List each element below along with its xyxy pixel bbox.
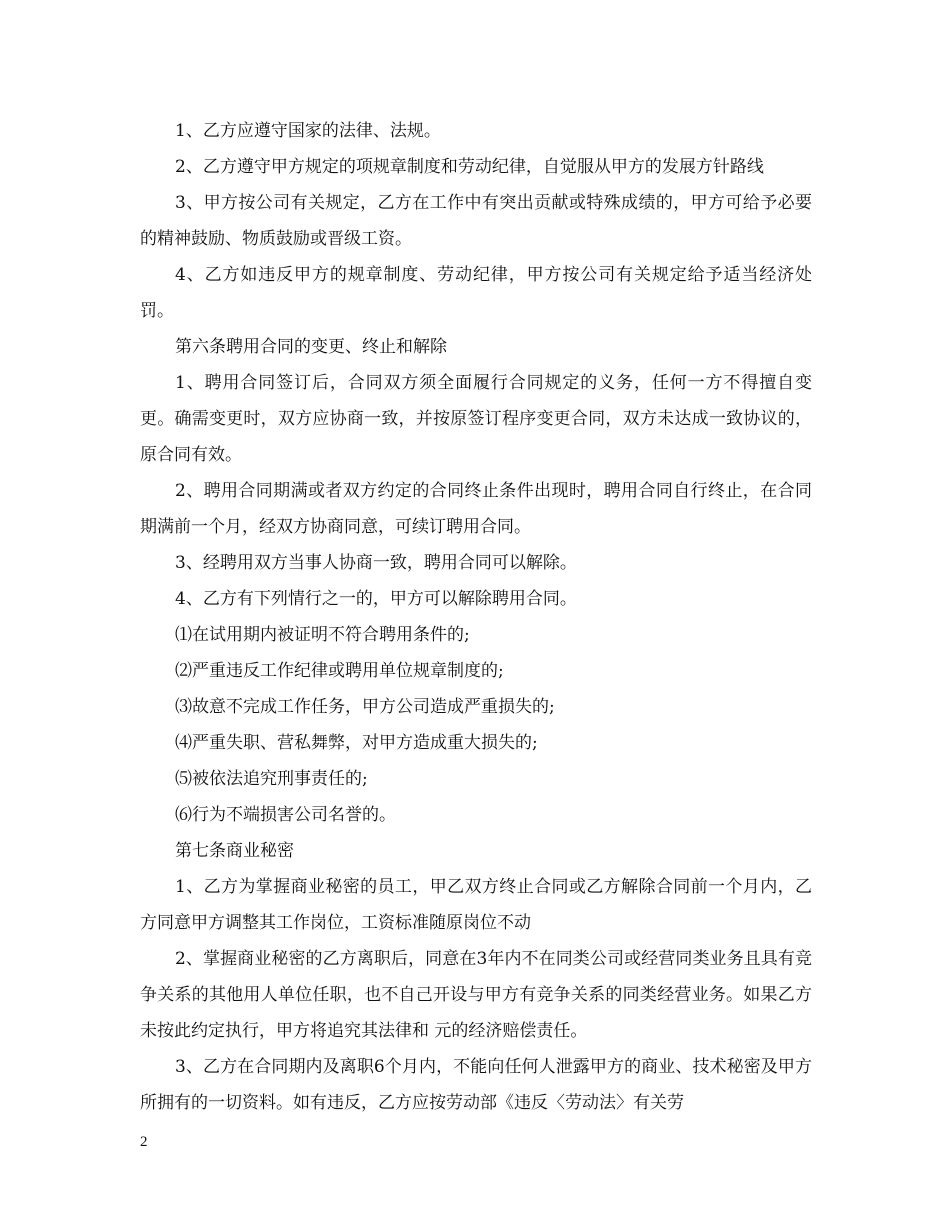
paragraph-2: 2、乙方遵守甲方规定的项规章制度和劳动纪律，自觉服从甲方的发展方针路线 [175,157,764,177]
list-item-4: ⑷严重失职、营私舞弊，对甲方造成重大损失的; [175,733,538,753]
paragraph-19: 3、乙方在合同期内及离职6个月内，不能向任何人泄露甲方的商业、技术秘密及甲方所拥有的一切资料。如有违反，乙方应按劳动部《违反〈劳动法〉有关劳 [140,1057,812,1113]
paragraph-4: 4、乙方如违反甲方的规章制度、劳动纪律，甲方按公司有关规定给予适当经济处罚。 [140,265,812,321]
list-item-6: ⑹行为不端损害公司名誉的。 [175,805,396,825]
paragraph-9: 4、乙方有下列情行之一的，甲方可以解除聘用合同。 [175,589,577,609]
paragraph-18: 2、掌握商业秘密的乙方离职后，同意在3年内不在同类公司或经营同类业务且具有竞争关系的其他用人单位任职，也不自己开设与甲方有竞争关系的同类经营业务。如果乙方未按此约定执行，甲方将追究其法律和 元的经济赔偿责任。 [140,949,812,1041]
section-heading-article-6: 第六条聘用合同的变更、终止和解除 [175,337,447,357]
list-item-5: ⑸被依法追究刑事责任的; [175,769,368,789]
paragraph-8: 3、经聘用双方当事人协商一致，聘用合同可以解除。 [175,553,577,573]
paragraph-1: 1、乙方应遵守国家的法律、法规。 [175,121,441,141]
paragraph-7: 2、聘用合同期满或者双方约定的合同终止条件出现时，聘用合同自行终止，在合同期满前一个月，经双方协商同意，可续订聘用合同。 [140,481,812,537]
list-item-1: ⑴在试用期内被证明不符合聘用条件的; [175,625,470,645]
page-number: 2 [140,1134,148,1150]
list-item-2: ⑵严重违反工作纪律或聘用单位规章制度的; [175,661,504,681]
paragraph-6: 1、聘用合同签订后，合同双方须全面履行合同规定的义务，任何一方不得擅自变更。确需变更时，双方应协商一致，并按原签订程序变更合同，双方未达成一致协议的，原合同有效。 [140,373,812,465]
paragraph-3: 3、甲方按公司有关规定，乙方在工作中有突出贡献或特殊成绩的，甲方可给予必要的精神鼓励、物质鼓励或晋级工资。 [140,193,812,249]
document-body [140,113,812,1121]
list-item-3: ⑶故意不完成工作任务，甲方公司造成严重损失的; [175,697,555,717]
section-heading-article-7: 第七条商业秘密 [175,841,294,861]
paragraph-17: 1、乙方为掌握商业秘密的员工，甲乙双方终止合同或乙方解除合同前一个月内，乙方同意甲方调整其工作岗位，工资标准随原岗位不动 [140,877,812,933]
